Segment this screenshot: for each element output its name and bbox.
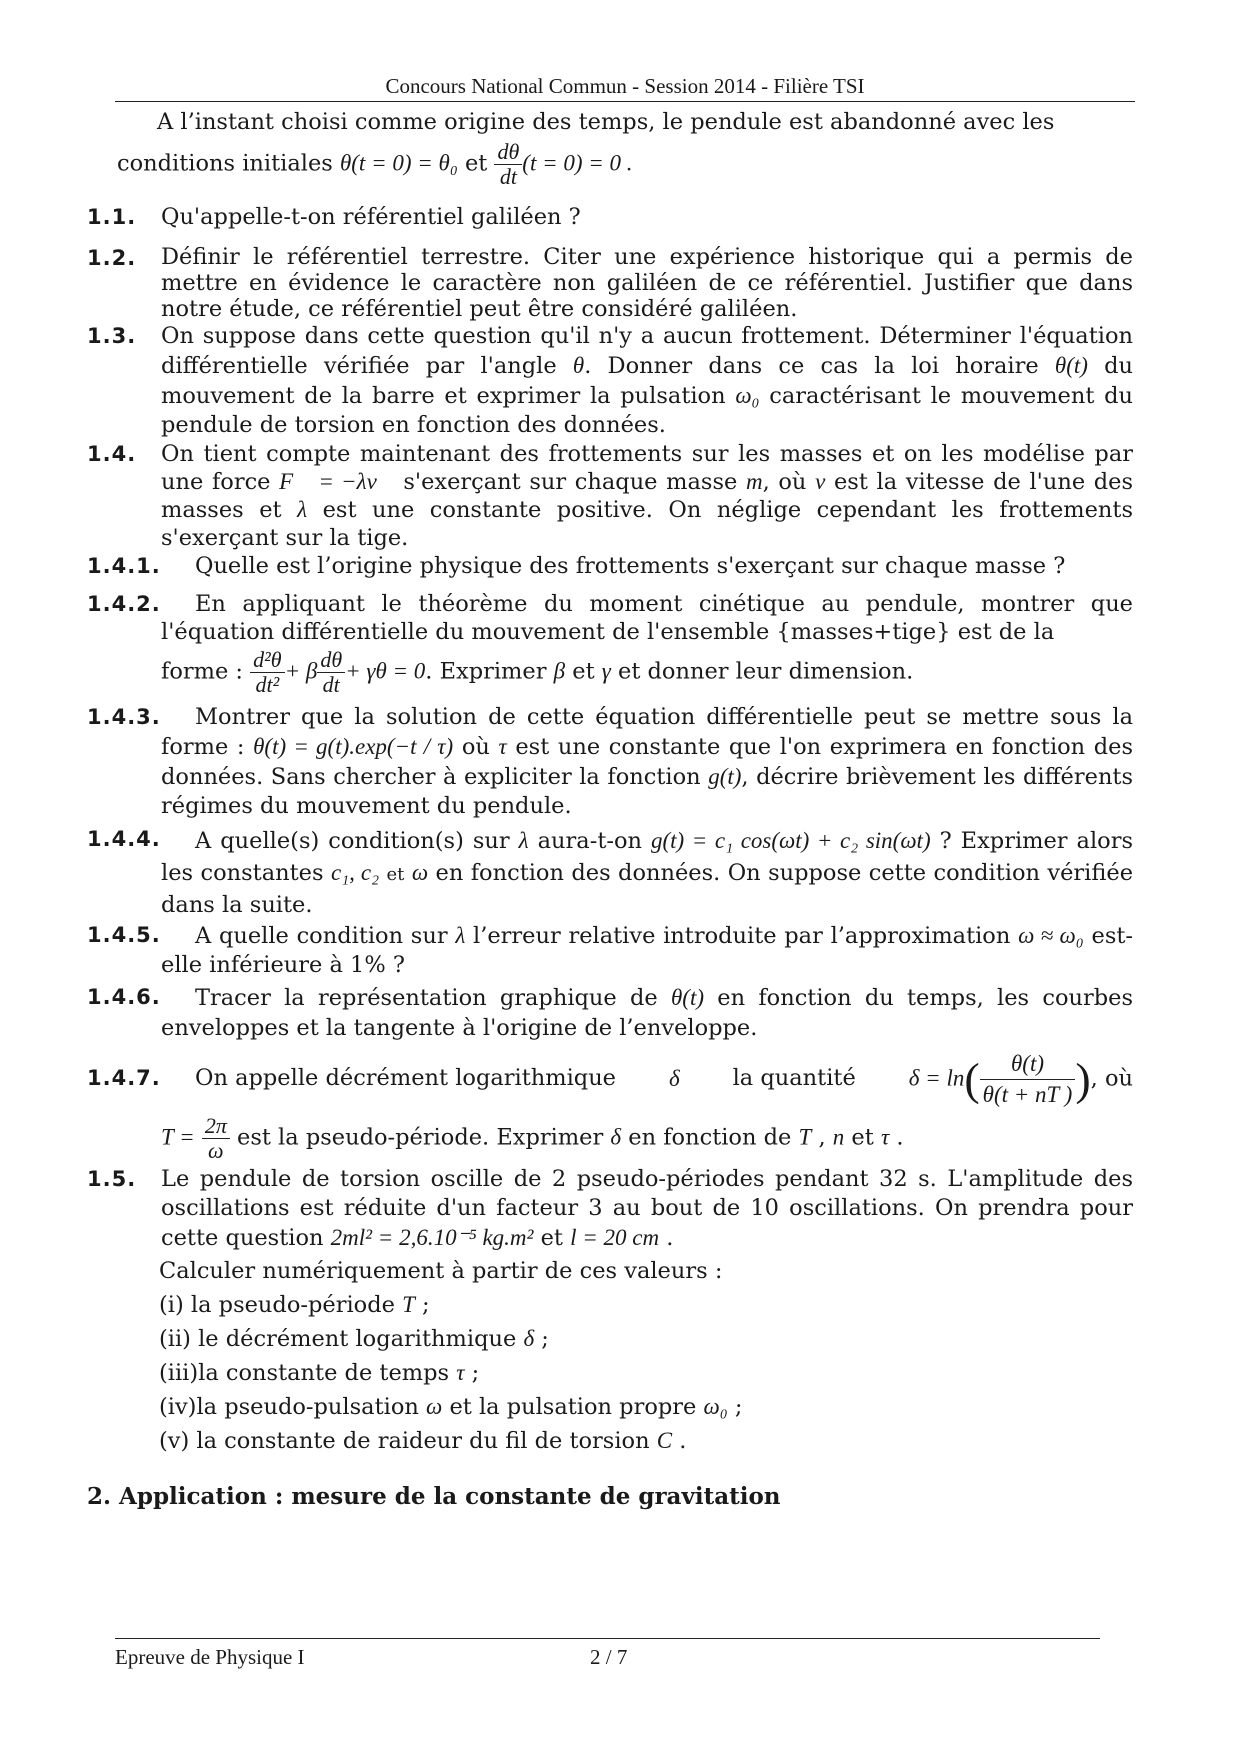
list-end: ; <box>727 1393 743 1420</box>
question-1-4-7-continuation: T = $\frac{2\pi}{\omega}$ est la pseudo-période. Exprimer δ en fonction de T , n et τ . <box>161 1112 904 1163</box>
math-symbol: C <box>656 1427 673 1453</box>
list-item-ii <box>87 1322 1133 1356</box>
paren-close: ) <box>1075 1053 1091 1104</box>
text-part: et <box>572 658 595 684</box>
list-label: (ii) le décrément logarithmique <box>159 1325 517 1352</box>
question-text <box>161 440 1133 552</box>
question-1-4-5 <box>87 921 1133 980</box>
question-text <box>161 590 1133 646</box>
intro-line-2 <box>87 140 1133 189</box>
math-symbol: δ <box>523 1325 535 1351</box>
question-text <box>161 983 1133 1043</box>
question-1-5 <box>87 1165 1133 1253</box>
text-part: ? Exprimer alors les constantes <box>161 827 1134 886</box>
list-mid: et la pulsation propre <box>449 1393 697 1420</box>
paren-open: ( <box>964 1053 980 1104</box>
question-text <box>195 1049 1133 1110</box>
text-part: et <box>540 1224 563 1251</box>
text-part: et <box>851 1124 874 1150</box>
math-force: F⃗ = −λv⃗ <box>279 469 395 494</box>
frac-num: dθ <box>317 648 345 673</box>
question-text: Définir le référentiel terrestre. Citer une expérience historique qui a permis de mettre en évidence le caractère non galiléen de ce référentiel. Justifier que dans notre étude, ce référentiel peut être considéré galiléen. <box>161 244 1133 322</box>
frac-den: dt <box>322 671 340 697</box>
text-part: Montrer que la solution de cette équation différentielle peut se mettre sous la forme : <box>161 703 1133 760</box>
text-part: On tient compte maintenant des frottements sur les masses et on les modélise par une force <box>161 441 1133 495</box>
math-approx: ω ≈ ω₀ <box>1018 922 1084 948</box>
text-part: . <box>896 1124 904 1150</box>
math-symbol: ω <box>426 1393 443 1419</box>
math-solution: θ(t) = g(t).exp(−t / τ) <box>253 733 454 759</box>
math-lambda: λ <box>518 827 529 853</box>
list-label: (i) la pseudo-période <box>159 1291 395 1318</box>
text-part: et donner leur dimension. <box>618 658 914 684</box>
calc-instruction: Calculer numériquement à partir de ces valeurs : <box>159 1257 723 1284</box>
question-text <box>161 1165 1133 1253</box>
list-label: (iii)la constante de temps <box>159 1359 450 1386</box>
question-1-4-3 <box>87 703 1133 821</box>
list-item-iv <box>87 1390 1133 1424</box>
text-part: s'exerçant sur chaque masse <box>403 469 738 495</box>
math-delta: δ <box>668 1066 680 1092</box>
text-part: On appelle décrément logarithmique <box>195 1065 616 1092</box>
page-number: 2 / 7 <box>590 1645 628 1669</box>
math-m: m <box>745 469 763 494</box>
math-omega: ω <box>411 859 429 885</box>
page-content <box>87 108 1133 1511</box>
section-title: 2. Application : mesure de la constante de gravitation <box>87 1482 781 1510</box>
math-g-expression: g(t) = c₁ cos(ωt) + c₂ sin(ωt) <box>651 827 931 853</box>
text-part: est la vitesse de l'une des masses et <box>161 469 1134 523</box>
text-part: aura-t-on <box>537 827 642 854</box>
list-label: (v) la constante de raideur du fil de torsion <box>159 1427 650 1454</box>
text-part: . Exprimer <box>425 658 547 684</box>
initial-condition-theta: θ(t = 0) = θ₀ <box>339 150 458 175</box>
list-item-i <box>87 1288 1133 1322</box>
math-gamma: γ <box>601 658 611 683</box>
question-1-1 <box>87 203 1133 233</box>
list-end: ; <box>414 1291 430 1318</box>
question-number: 1.4.7. <box>87 1066 161 1091</box>
math-value-1: 2ml² = 2,6.10⁻⁵ kg.m² <box>330 1224 534 1250</box>
math-symbol: T <box>402 1291 415 1317</box>
question-number: 1.4.2. <box>87 591 161 616</box>
text-part: Tracer la représentation graphique de <box>195 984 658 1011</box>
footer-title: Epreuve de Physique I <box>115 1645 305 1669</box>
question-text <box>161 703 1133 821</box>
text-part: du mouvement de la barre et exprimer la pulsation <box>161 353 1134 409</box>
text-part: en fonction des données. On suppose cette condition vérifiée dans la suite. <box>161 859 1134 918</box>
math-plus-beta: + β <box>284 658 318 683</box>
question-number: 1.4.1. <box>87 554 161 578</box>
text-part: A quelle(s) condition(s) sur <box>195 827 510 854</box>
frac-num: 2π <box>202 1114 230 1139</box>
math-eq-rest: + γθ = 0 <box>345 658 426 683</box>
question-text <box>161 825 1133 921</box>
math-delta-ln: δ = ln <box>908 1065 965 1090</box>
list-item-v <box>87 1424 1133 1458</box>
text-part: , décrire brièvement les différents régimes du mouvement du pendule. <box>161 763 1134 819</box>
frac-dtheta <box>317 648 345 697</box>
question-number: 1.4. <box>87 442 137 466</box>
question-1-4-7 <box>87 1049 1133 1110</box>
question-number: 1.4.4. <box>87 826 161 851</box>
math-T-eq: T = <box>161 1124 195 1149</box>
list-end: ; <box>464 1359 480 1386</box>
frac-num: d²θ <box>250 648 284 673</box>
text-part: forme : <box>161 658 244 684</box>
intro-line-1: A l’instant choisi comme origine des temps, le pendule est abandonné avec les <box>157 109 1055 135</box>
question-number: 1.1. <box>87 204 137 229</box>
question-1-4-1 <box>87 552 1133 582</box>
frac-den: θ(t + nT ) <box>982 1081 1073 1107</box>
question-1-4-2-equation <box>87 648 1133 697</box>
initial-condition-rest: (t = 0) = 0 . <box>522 150 633 175</box>
math-n: n <box>832 1124 845 1149</box>
math-beta: β <box>553 658 566 683</box>
question-text: Qu'appelle-t-on référentiel galiléen ? <box>161 203 581 230</box>
math-lambda: λ <box>455 922 466 948</box>
math-theta-t: θ(t) <box>1054 353 1088 378</box>
question-1-3 <box>87 322 1133 440</box>
math-tau: τ <box>880 1124 890 1149</box>
question-text: Quelle est l’origine physique des frottements s'exerçant sur chaque masse ? <box>195 553 1066 579</box>
list-label: (iv)la pseudo-pulsation <box>159 1393 419 1420</box>
question-1-4-2 <box>87 590 1133 646</box>
text-part: . Donner dans ce cas la loi horaire <box>584 353 1039 379</box>
frac-log <box>980 1049 1076 1110</box>
math-value-2: l = 20 cm <box>570 1224 660 1250</box>
list-end: . <box>672 1427 687 1454</box>
text-part: En appliquant le théorème du moment cinétique au pendule, montrer que l'équation différentielle du mouvement de l'ensemble {masses+tige} est de la <box>161 590 1133 645</box>
list-end: ; <box>534 1325 549 1352</box>
math-delta: δ <box>610 1124 622 1149</box>
question-number: 1.5. <box>87 1166 137 1191</box>
math-T: T <box>798 1124 812 1149</box>
math-symbol: ω₀ <box>703 1393 728 1419</box>
frac-den: dt² <box>255 671 280 697</box>
text-part: en fonction de <box>628 1124 792 1150</box>
question-number: 1.4.5. <box>87 922 161 947</box>
log-decrement-formula <box>909 1049 1133 1110</box>
question-number: 1.4.3. <box>87 704 161 729</box>
text-part: caractérisant le mouvement du pendule de torsion en fonction des données. <box>161 383 1133 438</box>
math-theta-t: θ(t) <box>670 984 704 1010</box>
question-number: 1.3. <box>87 324 137 348</box>
text-part: où <box>461 733 490 760</box>
math-v: v <box>815 469 826 494</box>
text-part: , où <box>762 469 807 495</box>
initial-condition-derivative <box>494 140 522 189</box>
text-part: On suppose dans cette question qu'il n'y a aucun frottement. Déterminer l'équation différentielle vérifiée par l'angle <box>161 323 1133 379</box>
text-part: . <box>666 1224 674 1251</box>
question-text <box>161 322 1133 440</box>
question-number: 1.4.6. <box>87 984 161 1009</box>
frac-den: ω <box>208 1137 224 1163</box>
page-header: Concours National Commun - Session 2014 - Filière TSI <box>385 74 865 98</box>
header-rule <box>115 101 1135 102</box>
frac-den: dt <box>499 163 517 189</box>
question-text <box>161 921 1133 980</box>
text-part: est la pseudo-période. Exprimer <box>237 1124 604 1150</box>
text-part: est-elle inférieure à 1% ? <box>161 922 1134 978</box>
question-1-4-4 <box>87 825 1133 921</box>
question-1-4 <box>87 440 1133 552</box>
frac-num: θ(t) <box>980 1049 1076 1080</box>
math-constants: c₁, c₂ <box>330 859 380 885</box>
question-number: 1.2. <box>87 246 137 270</box>
text-part: , où <box>1090 1065 1133 1091</box>
frac-num: dθ <box>494 140 522 165</box>
list-item-iii <box>87 1356 1133 1390</box>
math-omega0: ω₀ <box>735 383 760 408</box>
text-part: la quantité <box>732 1065 856 1092</box>
frac-period <box>202 1114 230 1163</box>
text-part: A quelle condition sur <box>195 922 448 949</box>
question-1-2 <box>87 244 1133 322</box>
intro-connector: et <box>464 150 488 176</box>
math-tau: τ <box>498 733 507 759</box>
question-1-4-6 <box>87 983 1133 1043</box>
text-part: est une constante positive. On néglige cependant les frottements s'exerçant sur la tige. <box>161 497 1133 551</box>
math-lambda: λ <box>297 497 308 522</box>
footer-rule <box>115 1638 1100 1639</box>
intro-text: conditions initiales <box>117 150 333 176</box>
math-symbol: τ <box>456 1359 465 1385</box>
math-theta: θ <box>572 353 585 378</box>
math-g: g(t) <box>708 763 742 789</box>
text-part: l’erreur relative introduite par l’approximation <box>473 922 1011 949</box>
text-part: et <box>386 863 405 885</box>
frac-d2theta <box>250 648 284 697</box>
text-part: en fonction du temps, les courbes enveloppes et la tangente à l'origine de l’enveloppe. <box>161 984 1134 1041</box>
text-part: Le pendule de torsion oscille de 2 pseudo-périodes pendant 32 s. L'amplitude des oscillations est réduite d'un facteur 3 au bout de 10 oscillations. On prendra pour cette question <box>161 1165 1133 1251</box>
text-part: est une constante que l'on exprimera en fonction des données. Sans chercher à expliciter la fonction <box>161 733 1134 790</box>
